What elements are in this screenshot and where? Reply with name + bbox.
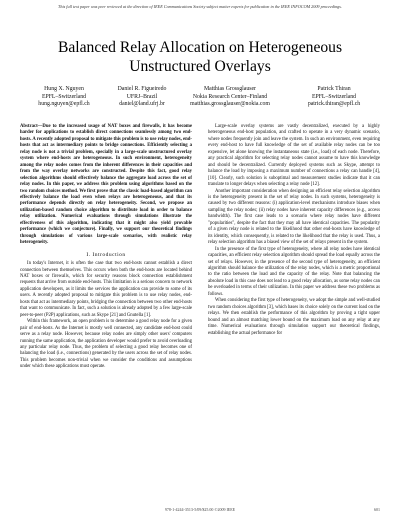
author-affiliation: EPFL–Switzerland	[311, 93, 357, 100]
paragraph: When considering the first type of heterogeneity, we adopt the simple and well-studied two random choices algorithm [3], which bases its choice solely on the current load on the relays. We then establish the performance of this algorithm by proving a tight upper bound and an almost matching lower bound on the maximum load on any relay at any time. Numerical evaluations through simulation support our theoretical findings, establishing the actual performance for	[208, 298, 380, 336]
copyright-code: 978-1-4244-3513-5/09/$25.00 ©2009 IEEE	[164, 507, 236, 512]
paragraph: Large-scale overlay systems are vastly decentralized, executed by a highly heterogeneous end-host population, and crafted to operate in a very dynamic scenario, where nodes frequently join and leave the system. In such an environment, even requiring every end-host to have full knowledge of the set of available relay nodes can be too expensive, let alone knowing the instantaneous state (i.e., load) of each node. Therefore, any practical algorithm for selecting relay nodes cannot assume to have this knowledge and should be decentralized. Currently deployed systems such as Skype, attempt to balance the load by imposing a maximum number of connections a relay can handle [4], [10]. Clearly, such solution is suboptimal and measurement studies indicate that it can translate to longer delays when selecting a relay node [12].	[208, 124, 380, 188]
author-email: matthias.grossglauser@nokia.com	[190, 101, 270, 107]
paragraph: In the presence of the first type of heterogeneity, where all relay nodes have identical capacities, an efficient relay selection algorithm should spread the load equally across the set of relays. However, in the presence of the second type of heterogeneity, an efficient algorithm should balance the utilization of the relay nodes, which is a metric proportional to the ratio between the load and the capacity of the relay. Note that balancing the absolute load in this case does not lead to a good relay allocation, as some relay nodes can be overloaded in terms of their utilization. In this paper we address these two problems as follows.	[208, 246, 380, 297]
paragraph: Another important consideration when designing an efficient relay selection algorithm is the heterogeneity present in the set of relay nodes. In such systems, heterogeneity is caused by two different reasons: (i) application-level mechanisms introduce biases when sampling the relay nodes; (ii) relay nodes have inherent capacity differences (e.g., access bandwidth). The first case leads to a scenario where relay nodes have different "popularities", despite the fact that they may all have identical capacities. The popularity of a given relay node is related to the likelihood that other end-hosts have knowledge of its identity, which consequently, is related to the likelihood that the relay is used. Thus, a relay selection algorithm has a biased view of the set of relays present in the system.	[208, 188, 380, 246]
page-footer	[20, 507, 380, 515]
paper-title	[20, 38, 380, 76]
left-column	[20, 124, 192, 371]
author-3	[180, 86, 280, 109]
author-email: daniel@land.ufrj.br	[119, 101, 165, 107]
author-affiliation: Nokia Research Center–Finland	[192, 93, 268, 100]
title-line-1: Balanced Relay Allocation on Heterogeneous	[57, 39, 343, 56]
section-heading-introduction: I. Introduction	[86, 251, 126, 258]
author-name: Hung X. Nguyen	[44, 86, 84, 92]
conference-header-note: This full text paper was peer reviewed at the direction of IEEE Communications Society subject matter experts for publication in the IEEE INFOCOM 2009 proceedings.	[58, 4, 342, 9]
page-number: 601	[374, 507, 380, 512]
author-affiliation: UFRJ–Brazil	[126, 93, 158, 100]
author-name: Daniel R. Figueiredo	[117, 86, 167, 92]
title-line-2: Unstructured Overlays	[129, 58, 271, 75]
author-email: hung.nguyen@epfl.ch	[38, 101, 90, 107]
author-4	[284, 86, 384, 109]
author-2	[92, 86, 192, 109]
right-column	[208, 124, 380, 337]
paragraph: Within this framework, an open problem is to determine a good relay node for a given pair of end-hosts. As the Internet is mostly well connected, any candidate end-host could serve as a relay node. However, because relay nodes are simply other users' computers running the same application, the application developer would prefer to avoid overloading any particular relay node. Thus, the problem of selecting a good relay becomes one of balancing the load (i.e., connections) generated by the users across the set of relay nodes. This problem becomes non-trivial when we consider the conditions and assumptions under which these applications must operate.	[20, 319, 192, 370]
author-email: patrick.thiran@epfl.ch	[307, 101, 361, 107]
author-name: Patrick Thiran	[317, 86, 351, 92]
author-block	[20, 86, 380, 118]
abstract: Abstract—Due to the increased usage of NAT boxes and firewalls, it has become harder for applications to establish direct connections seamlessly among two end-hosts. A recently adopted proposal to mitigate this problem is to use relay nodes, end-hosts that act as intermediary points to bridge connections. Efficiently selecting a relay node is not a trivial problem, specially in a large-scale unstructured overlay system where end-hosts are heterogeneous. In such environment, heterogeneity among the relay nodes comes from the inherent differences in their capacities and from the way overlay networks are constructed. Despite this fact, good relay selection algorithms should effectively balance the aggregate load across the set of relay nodes. In this paper, we address this problem using algorithms based on the two random choices method. We first prove that the classic load-based algorithm can effectively balance the load even when relays are heterogeneous, and that its performance depends directly on relay heterogeneity. Second, we propose an utilization-based random choice algorithm to distribute load in order to balance relay utilization. Numerical evaluations through simulations illustrate the effectiveness of this algorithm, indicating that it might also yield provable performance (which we conjecture). Finally, we support our theoretical findings through simulations of various large-scale scenarios, with realistic relay heterogeneity.	[20, 124, 192, 246]
author-name: Matthias Grossglauser	[203, 86, 256, 92]
author-affiliation: EPFL–Switzerland	[41, 93, 87, 100]
paragraph: In today's Internet, it is often the case that two end-hosts cannot establish a direct connection between themselves. This occurs when both the end-hosts are located behind NAT boxes or firewalls, which for security reasons block connection establishment requests that arrive from outside end-hosts. This limitation is a serious concern to network application developers, as it limits the services the application can provide to some of its users. A recently adopted proposal to mitigate this problem is to use relay nodes, end-hosts that act as intermediary points, bridging the connection between two other end-hosts that want to communicate. In fact, such a solution is already adopted by a few large-scale peer-to-peer (P2P) applications, such as Skype [21] and Gnutella [1].	[20, 261, 192, 318]
